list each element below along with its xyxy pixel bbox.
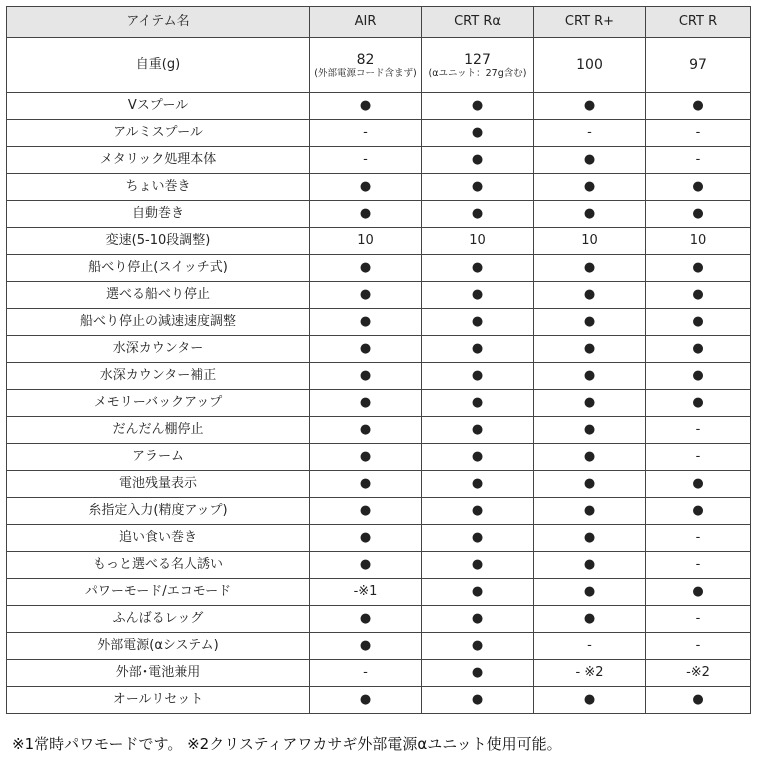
row-value: ● bbox=[422, 579, 534, 606]
row-label: 電池残量表示 bbox=[7, 471, 310, 498]
row-value: ● bbox=[646, 579, 751, 606]
row-value: ● bbox=[422, 390, 534, 417]
row-label: ふんばるレッグ bbox=[7, 606, 310, 633]
row-value: - bbox=[646, 552, 751, 579]
row-value: ● bbox=[310, 471, 422, 498]
table-row bbox=[7, 417, 751, 444]
row-value: ● bbox=[646, 174, 751, 201]
table-row bbox=[7, 282, 751, 309]
table-row bbox=[7, 174, 751, 201]
row-label: 水深カウンター補正 bbox=[7, 363, 310, 390]
row-value: ● bbox=[646, 363, 751, 390]
row-value: - bbox=[646, 120, 751, 147]
row-value: ● bbox=[422, 444, 534, 471]
row-value: ● bbox=[646, 309, 751, 336]
weight-cell-air bbox=[310, 38, 422, 93]
row-value: ● bbox=[422, 255, 534, 282]
table-row bbox=[7, 336, 751, 363]
row-value: ● bbox=[422, 201, 534, 228]
header-col-air: AIR bbox=[310, 7, 422, 38]
weight-label: 自重(g) bbox=[7, 38, 310, 93]
row-value: ● bbox=[310, 93, 422, 120]
row-label: 変速(5-10段調整) bbox=[7, 228, 310, 255]
row-value: ● bbox=[422, 687, 534, 714]
row-value: ● bbox=[534, 579, 646, 606]
weight-note: (αユニット：27g含む) bbox=[428, 67, 527, 79]
row-value: ● bbox=[422, 120, 534, 147]
table-row bbox=[7, 633, 751, 660]
row-value: ● bbox=[310, 363, 422, 390]
row-value: - bbox=[646, 444, 751, 471]
row-value: -※2 bbox=[646, 660, 751, 687]
table-row bbox=[7, 363, 751, 390]
weight-value: 82 bbox=[356, 51, 375, 68]
table-row bbox=[7, 525, 751, 552]
row-value: ● bbox=[534, 282, 646, 309]
weight-value: 97 bbox=[689, 57, 707, 73]
row-value: ● bbox=[646, 93, 751, 120]
row-value: ● bbox=[422, 309, 534, 336]
row-value: ● bbox=[646, 471, 751, 498]
row-value: ● bbox=[310, 390, 422, 417]
row-value: -※1 bbox=[310, 579, 422, 606]
table-row bbox=[7, 309, 751, 336]
row-value: ● bbox=[310, 606, 422, 633]
row-value: ● bbox=[534, 93, 646, 120]
row-value: ● bbox=[422, 525, 534, 552]
footnote: ※1常時パワモードです。 ※2クリスティアワカサギ外部電源αユニット使用可能。 bbox=[12, 735, 562, 753]
table-row bbox=[7, 498, 751, 525]
spec-comparison-table bbox=[6, 6, 751, 714]
row-label: メモリーバックアップ bbox=[7, 390, 310, 417]
row-value: ● bbox=[534, 147, 646, 174]
row-value: ● bbox=[422, 552, 534, 579]
row-label: 外部電源(αシステム) bbox=[7, 633, 310, 660]
row-label: もっと選べる名人誘い bbox=[7, 552, 310, 579]
table-row bbox=[7, 444, 751, 471]
row-value: ● bbox=[422, 363, 534, 390]
row-value: ● bbox=[534, 606, 646, 633]
row-value: ● bbox=[422, 336, 534, 363]
row-value: ● bbox=[422, 174, 534, 201]
row-value: ● bbox=[534, 525, 646, 552]
weight-value: 100 bbox=[576, 57, 603, 73]
row-value: - bbox=[310, 147, 422, 174]
row-label: ちょい巻き bbox=[7, 174, 310, 201]
row-label: 自動巻き bbox=[7, 201, 310, 228]
weight-cell-crt-r bbox=[646, 38, 751, 93]
row-value: 10 bbox=[534, 228, 646, 255]
row-value: ● bbox=[422, 93, 534, 120]
row-label: メタリック処理本体 bbox=[7, 147, 310, 174]
row-value: ● bbox=[646, 282, 751, 309]
row-value: ● bbox=[422, 282, 534, 309]
row-value: ● bbox=[422, 147, 534, 174]
table-row bbox=[7, 390, 751, 417]
row-value: ● bbox=[646, 255, 751, 282]
header-col-crt-r: CRT R bbox=[646, 7, 751, 38]
row-value: ● bbox=[310, 444, 422, 471]
header-row bbox=[7, 7, 751, 38]
weight-cell-crt-ra bbox=[422, 38, 534, 93]
row-value: - bbox=[646, 633, 751, 660]
table-row bbox=[7, 201, 751, 228]
row-value: - bbox=[646, 417, 751, 444]
row-label: 選べる船べり停止 bbox=[7, 282, 310, 309]
row-value: - bbox=[534, 633, 646, 660]
row-label: アラーム bbox=[7, 444, 310, 471]
table-row bbox=[7, 120, 751, 147]
table-row bbox=[7, 687, 751, 714]
row-value: ● bbox=[310, 633, 422, 660]
row-value: 10 bbox=[422, 228, 534, 255]
row-label: 船べり停止(スイッチ式) bbox=[7, 255, 310, 282]
row-label: 糸指定入力(精度アップ) bbox=[7, 498, 310, 525]
row-value: ● bbox=[646, 201, 751, 228]
row-label: 追い食い巻き bbox=[7, 525, 310, 552]
row-value: ● bbox=[534, 417, 646, 444]
row-value: ● bbox=[646, 336, 751, 363]
row-value: ● bbox=[310, 336, 422, 363]
row-value: ● bbox=[534, 552, 646, 579]
row-value: 10 bbox=[646, 228, 751, 255]
row-value: ● bbox=[646, 498, 751, 525]
row-value: ● bbox=[310, 201, 422, 228]
row-value: ● bbox=[422, 633, 534, 660]
row-value: ● bbox=[310, 525, 422, 552]
row-label: Vスプール bbox=[7, 93, 310, 120]
row-value: ● bbox=[422, 660, 534, 687]
header-col-crt-ra: CRT Rα bbox=[422, 7, 534, 38]
row-value: ● bbox=[310, 174, 422, 201]
row-value: - bbox=[646, 525, 751, 552]
row-value: - bbox=[310, 660, 422, 687]
row-label: 外部･電池兼用 bbox=[7, 660, 310, 687]
row-label: 水深カウンター bbox=[7, 336, 310, 363]
table-row bbox=[7, 147, 751, 174]
row-value: ● bbox=[422, 417, 534, 444]
row-value: ● bbox=[310, 282, 422, 309]
row-label: パワーモード/エコモード bbox=[7, 579, 310, 606]
row-value: ● bbox=[534, 390, 646, 417]
row-value: - bbox=[646, 606, 751, 633]
row-value: ● bbox=[646, 687, 751, 714]
row-label: だんだん棚停止 bbox=[7, 417, 310, 444]
table-row bbox=[7, 471, 751, 498]
header-item-name: アイテム名 bbox=[7, 7, 310, 38]
weight-cell-crt-rplus bbox=[534, 38, 646, 93]
row-value: ● bbox=[534, 336, 646, 363]
row-value: ● bbox=[534, 471, 646, 498]
row-value: ● bbox=[310, 309, 422, 336]
weight-value: 127 bbox=[464, 51, 491, 68]
row-value: ● bbox=[534, 363, 646, 390]
table-row bbox=[7, 93, 751, 120]
row-value: - bbox=[534, 120, 646, 147]
row-value: - bbox=[646, 147, 751, 174]
table-row bbox=[7, 552, 751, 579]
row-value: ● bbox=[310, 255, 422, 282]
row-value: ● bbox=[422, 471, 534, 498]
row-label: アルミスプール bbox=[7, 120, 310, 147]
row-value: ● bbox=[534, 687, 646, 714]
row-value: - bbox=[310, 120, 422, 147]
table-row bbox=[7, 606, 751, 633]
row-value: 10 bbox=[310, 228, 422, 255]
row-value: ● bbox=[310, 552, 422, 579]
row-label: 船べり停止の減速速度調整 bbox=[7, 309, 310, 336]
header-col-crt-rplus: CRT R+ bbox=[534, 7, 646, 38]
row-value: ● bbox=[310, 498, 422, 525]
row-value: ● bbox=[310, 417, 422, 444]
row-value: ● bbox=[310, 687, 422, 714]
row-value: ● bbox=[422, 606, 534, 633]
weight-row bbox=[7, 38, 751, 93]
row-value: ● bbox=[422, 498, 534, 525]
row-value: ● bbox=[534, 444, 646, 471]
row-value: ● bbox=[646, 390, 751, 417]
row-value: ● bbox=[534, 174, 646, 201]
row-value: - ※2 bbox=[534, 660, 646, 687]
row-value: ● bbox=[534, 309, 646, 336]
table-row bbox=[7, 579, 751, 606]
row-value: ● bbox=[534, 255, 646, 282]
row-value: ● bbox=[534, 201, 646, 228]
weight-note: (外部電源コード含まず) bbox=[314, 67, 417, 79]
row-label: オールリセット bbox=[7, 687, 310, 714]
row-value: ● bbox=[534, 498, 646, 525]
table-row bbox=[7, 660, 751, 687]
table-row bbox=[7, 255, 751, 282]
table-row bbox=[7, 228, 751, 255]
